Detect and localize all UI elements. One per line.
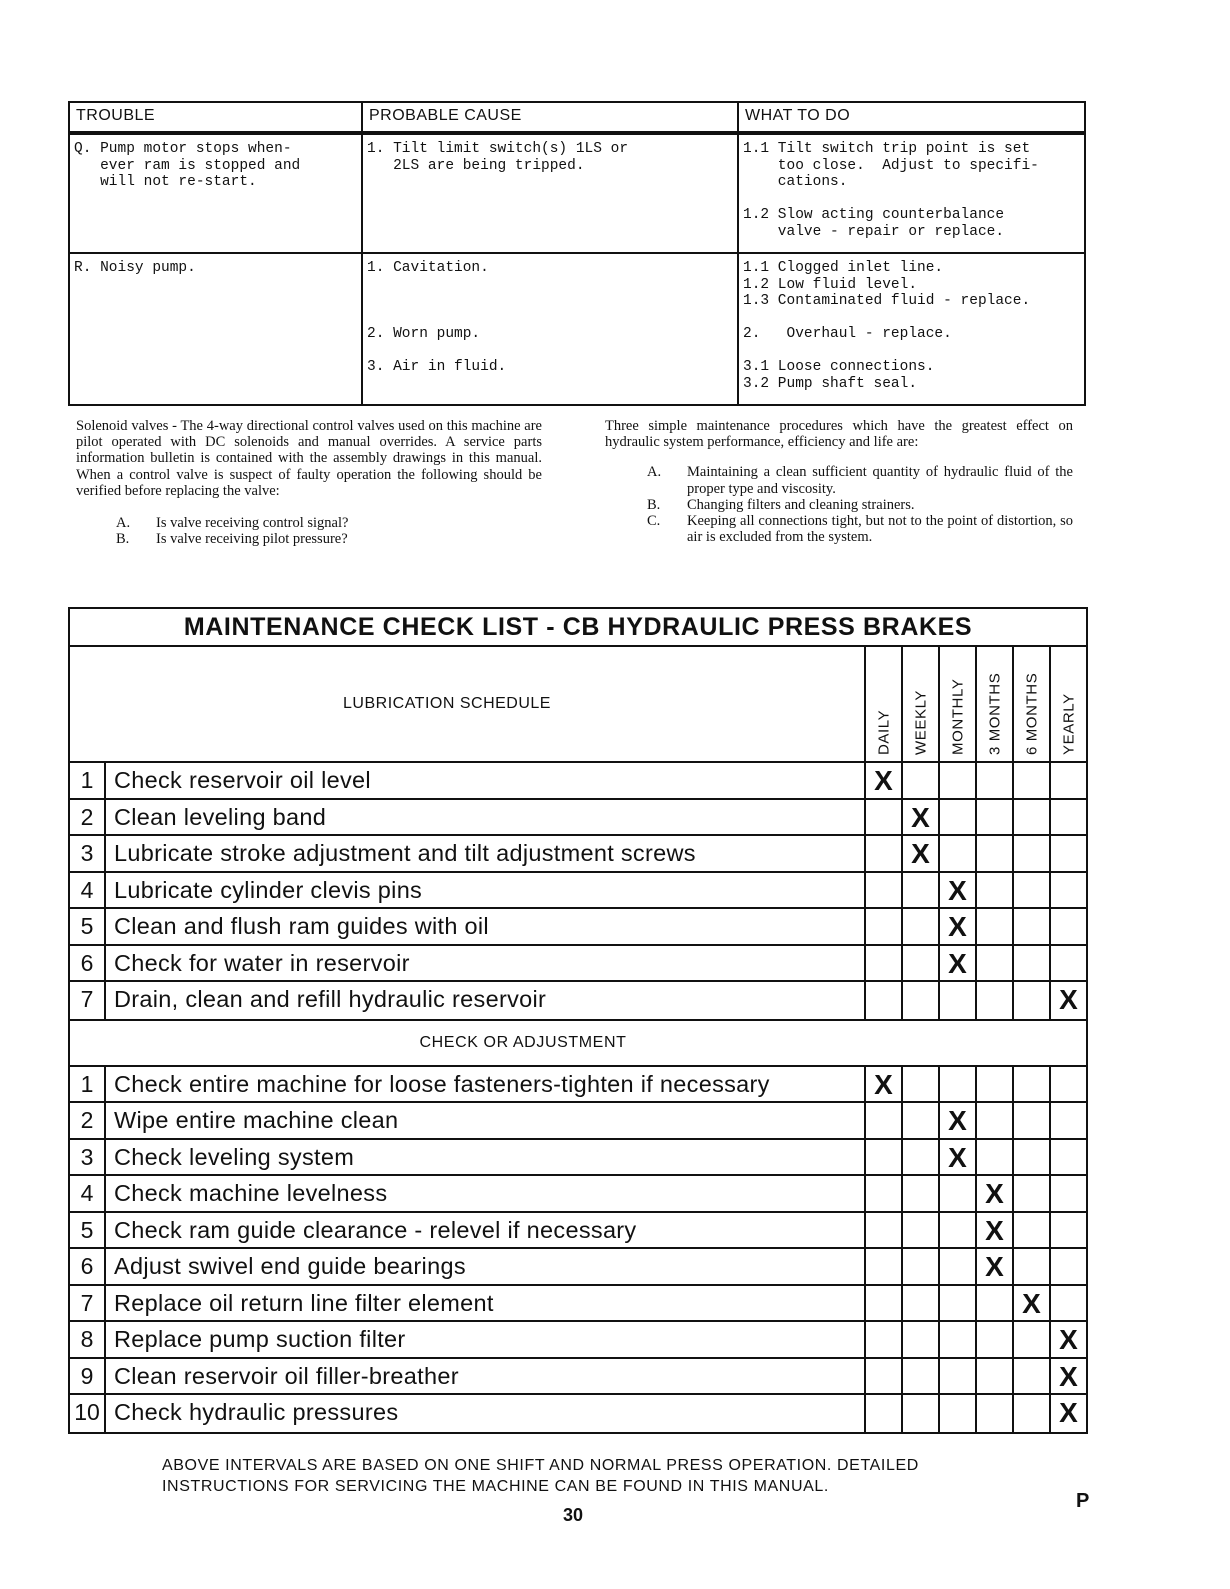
interval-cell xyxy=(864,1395,901,1432)
interval-cell xyxy=(975,1286,1012,1321)
footnote-line: INSTRUCTIONS FOR SERVICING THE MACHINE CAN BE FOUND IN THIS MANUAL. xyxy=(162,1478,829,1495)
interval-cell xyxy=(1012,800,1049,835)
task-description: Drain, clean and refill hydraulic reservoir xyxy=(114,986,547,1012)
interval-cell xyxy=(901,1286,938,1321)
checklist-title: MAINTENANCE CHECK LIST - CB HYDRAULIC PRESS BRAKES xyxy=(70,609,1086,647)
interval-cell xyxy=(864,1140,901,1175)
list-text: Is valve receiving pilot pressure? xyxy=(156,531,348,548)
checklist-row xyxy=(70,1176,1086,1213)
interval-cell xyxy=(1049,763,1086,798)
interval-cell xyxy=(1049,836,1086,871)
row-number: 2 xyxy=(70,800,106,835)
interval-cell xyxy=(1049,1140,1086,1175)
list-item xyxy=(605,513,1073,545)
interval-cell xyxy=(975,1395,1012,1432)
interval-cell xyxy=(938,1067,975,1102)
solenoid-paragraph: Solenoid valves - The 4-way directional control valves used on this machine are pilot operated with DC solenoids and manual overrides. A service parts information bulletin is contained with the assembly drawings in this manual. When a control valve is suspect of faulty operation the following should be verified before replacing the valve: xyxy=(76,418,542,499)
interval-header-weekly xyxy=(901,647,938,761)
interval-cell xyxy=(975,1359,1012,1394)
interval-mark: X xyxy=(938,1103,975,1138)
interval-cell xyxy=(901,1213,938,1248)
check-rows xyxy=(70,1067,1086,1432)
trouble-table xyxy=(68,101,1086,406)
remedy-cell: 1.1 Tilt switch trip point is set too close. Adjust to specifi- cations. 1.2 Slow acting counterbalance valve - repair or replace. xyxy=(743,141,1039,240)
interval-cell xyxy=(864,1176,901,1211)
interval-cell xyxy=(1012,1395,1049,1432)
interval-mark: X xyxy=(1049,1395,1086,1432)
interval-cell xyxy=(975,946,1012,981)
interval-cell xyxy=(1012,1103,1049,1138)
checklist-row xyxy=(70,763,1086,800)
interval-cell xyxy=(1012,982,1049,1019)
checklist-row xyxy=(70,1395,1086,1432)
interval-cell xyxy=(1012,1249,1049,1284)
interval-cell xyxy=(901,1103,938,1138)
header-probable-cause: PROBABLE CAUSE xyxy=(363,103,739,131)
task-description: Replace pump suction filter xyxy=(114,1326,406,1352)
interval-cell xyxy=(938,763,975,798)
task-description: Clean leveling band xyxy=(114,803,327,830)
checklist-header xyxy=(70,647,1086,763)
interval-cell xyxy=(864,1286,901,1321)
task-description: Check hydraulic pressures xyxy=(114,1399,399,1425)
interval-cell xyxy=(1012,1176,1049,1211)
row-number: 6 xyxy=(70,946,106,981)
interval-mark: X xyxy=(1049,1322,1086,1357)
interval-cell xyxy=(901,1322,938,1357)
task-description: Adjust swivel end guide bearings xyxy=(114,1253,466,1279)
interval-mark: X xyxy=(938,946,975,981)
interval-cell xyxy=(864,909,901,944)
interval-mark: X xyxy=(864,1067,901,1102)
interval-cell xyxy=(1012,1359,1049,1394)
lubrication-rows xyxy=(70,763,1086,1019)
interval-cell xyxy=(975,800,1012,835)
interval-cell xyxy=(938,1249,975,1284)
list-letter: C. xyxy=(647,513,661,530)
row-number: 1 xyxy=(70,763,106,798)
list-item xyxy=(76,515,542,531)
task-description: Clean reservoir oil filler-breather xyxy=(114,1362,459,1389)
interval-cell xyxy=(864,873,901,908)
interval-header-daily xyxy=(864,647,901,761)
interval-cell xyxy=(864,836,901,871)
trouble-table-header xyxy=(70,103,1084,135)
row-number: 4 xyxy=(70,1176,106,1211)
row-number: 9 xyxy=(70,1359,106,1394)
task-description: Check entire machine for loose fasteners-tighten if necessary xyxy=(114,1070,770,1097)
interval-mark: X xyxy=(901,836,938,871)
row-number: 5 xyxy=(70,909,106,944)
interval-cell xyxy=(938,1322,975,1357)
checklist-row xyxy=(70,873,1086,910)
header-what-to-do: WHAT TO DO xyxy=(745,107,851,124)
interval-header-3-months xyxy=(975,647,1012,761)
interval-cell xyxy=(864,982,901,1019)
header-trouble: TROUBLE xyxy=(70,103,363,131)
maintenance-section xyxy=(605,418,1073,545)
maintenance-checklist xyxy=(68,607,1088,1434)
interval-mark: X xyxy=(901,800,938,835)
interval-cell xyxy=(901,1395,938,1432)
interval-mark: X xyxy=(938,1140,975,1175)
interval-cell xyxy=(1049,1103,1086,1138)
interval-cell xyxy=(901,1359,938,1394)
interval-label: DAILY xyxy=(875,709,892,755)
corner-mark: P xyxy=(1076,1490,1090,1512)
interval-mark: X xyxy=(975,1213,1012,1248)
interval-cell xyxy=(864,800,901,835)
row-number: 4 xyxy=(70,873,106,908)
interval-mark: X xyxy=(1049,982,1086,1019)
interval-cell xyxy=(901,873,938,908)
trouble-row xyxy=(70,135,1084,254)
list-text: Keeping all connections tight, but not to the point of distortion, so air is excluded from the system. xyxy=(687,513,1073,546)
interval-cell xyxy=(901,763,938,798)
interval-cell xyxy=(1049,873,1086,908)
interval-cell xyxy=(1012,946,1049,981)
checklist-row xyxy=(70,1213,1086,1250)
interval-label: 6 MONTHS xyxy=(1023,672,1040,755)
interval-header-monthly xyxy=(938,647,975,761)
row-number: 3 xyxy=(70,1140,106,1175)
interval-cell xyxy=(938,1395,975,1432)
interval-cell xyxy=(1012,1140,1049,1175)
list-text: Changing filters and cleaning strainers. xyxy=(687,496,915,513)
interval-cell xyxy=(1049,909,1086,944)
trouble-cell: Q. Pump motor stops when- ever ram is stopped and will not re-start. xyxy=(70,135,363,252)
interval-cell xyxy=(864,946,901,981)
checklist-row xyxy=(70,836,1086,873)
trouble-cell: R. Noisy pump. xyxy=(70,254,363,404)
row-number: 6 xyxy=(70,1249,106,1284)
interval-cell xyxy=(1049,946,1086,981)
task-description: Check machine levelness xyxy=(114,1180,388,1206)
row-number: 1 xyxy=(70,1067,106,1102)
interval-cell xyxy=(938,982,975,1019)
interval-cell xyxy=(901,982,938,1019)
interval-cell xyxy=(975,763,1012,798)
interval-cell xyxy=(864,1249,901,1284)
interval-mark: X xyxy=(975,1249,1012,1284)
interval-cell xyxy=(901,946,938,981)
interval-cell xyxy=(938,836,975,871)
interval-cell xyxy=(1012,763,1049,798)
task-description: Check for water in reservoir xyxy=(114,949,410,976)
row-number: 8 xyxy=(70,1322,106,1357)
interval-cell xyxy=(938,1286,975,1321)
interval-cell xyxy=(901,1249,938,1284)
interval-cell xyxy=(864,1322,901,1357)
interval-cell xyxy=(975,909,1012,944)
row-number: 5 xyxy=(70,1213,106,1248)
interval-label: YEARLY xyxy=(1060,693,1077,755)
row-number: 7 xyxy=(70,982,106,1019)
trouble-row xyxy=(70,254,1084,404)
row-number: 7 xyxy=(70,1286,106,1321)
lubrication-schedule-label: LUBRICATION SCHEDULE xyxy=(343,695,551,712)
task-description: Check reservoir oil level xyxy=(114,767,371,793)
task-description: Lubricate cylinder clevis pins xyxy=(114,876,423,903)
interval-cell xyxy=(864,1213,901,1248)
task-description: Check ram guide clearance - relevel if necessary xyxy=(114,1216,637,1243)
maintenance-paragraph: Three simple maintenance procedures which have the greatest effect on hydraulic system performance, efficiency and life are: xyxy=(605,418,1073,451)
interval-header-yearly xyxy=(1049,647,1086,761)
interval-cell xyxy=(1012,1067,1049,1102)
list-letter: A. xyxy=(647,464,662,481)
row-number: 10 xyxy=(70,1395,106,1432)
interval-cell xyxy=(1012,873,1049,908)
footnote xyxy=(162,1455,919,1497)
task-description: Replace oil return line filter element xyxy=(114,1289,494,1316)
interval-mark: X xyxy=(938,873,975,908)
checklist-row xyxy=(70,1286,1086,1323)
list-text: Maintaining a clean sufficient quantity of hydraulic fluid of the proper type and viscosity. xyxy=(687,464,1073,497)
list-text: Is valve receiving control signal? xyxy=(156,515,349,532)
interval-cell xyxy=(975,873,1012,908)
interval-cell xyxy=(975,1103,1012,1138)
checklist-row xyxy=(70,1103,1086,1140)
row-number: 2 xyxy=(70,1103,106,1138)
footnote-line: ABOVE INTERVALS ARE BASED ON ONE SHIFT AND NORMAL PRESS OPERATION. DETAILED xyxy=(162,1457,919,1474)
checklist-row xyxy=(70,1067,1086,1104)
checklist-row xyxy=(70,1359,1086,1396)
interval-label: 3 MONTHS xyxy=(986,672,1003,755)
check-adjustment-label: CHECK OR ADJUSTMENT xyxy=(70,1019,1086,1067)
checklist-row xyxy=(70,1322,1086,1359)
interval-cell xyxy=(1049,800,1086,835)
interval-cell xyxy=(975,1067,1012,1102)
interval-cell xyxy=(1012,836,1049,871)
interval-cell xyxy=(1012,1213,1049,1248)
checklist-row xyxy=(70,909,1086,946)
checklist-row xyxy=(70,1140,1086,1177)
interval-cell xyxy=(938,1213,975,1248)
interval-cell xyxy=(975,836,1012,871)
checklist-row xyxy=(70,946,1086,983)
cause-cell: 1. Tilt limit switch(s) 1LS or 2LS are being tripped. xyxy=(363,135,739,252)
interval-cell xyxy=(938,1359,975,1394)
interval-cell xyxy=(901,1176,938,1211)
interval-cell xyxy=(864,1103,901,1138)
interval-cell xyxy=(1012,1322,1049,1357)
remedy-cell: 1.1 Clogged inlet line. 1.2 Low fluid level. 1.3 Contaminated fluid - replace. 2. Overhaul - replace. 3.1 Loose connections. 3.2 Pump shaft seal. xyxy=(743,260,1031,392)
interval-label: WEEKLY xyxy=(912,689,929,755)
interval-cell xyxy=(938,800,975,835)
interval-cell xyxy=(901,1067,938,1102)
list-letter: B. xyxy=(116,531,130,548)
interval-cell xyxy=(938,1176,975,1211)
row-number: 3 xyxy=(70,836,106,871)
interval-cell xyxy=(1049,1176,1086,1211)
interval-header-6-months xyxy=(1012,647,1049,761)
interval-cell xyxy=(1049,1286,1086,1321)
checklist-row xyxy=(70,800,1086,837)
cause-cell: 1. Cavitation. 2. Worn pump. 3. Air in fluid. xyxy=(363,254,739,404)
list-item xyxy=(76,531,542,547)
interval-mark: X xyxy=(975,1176,1012,1211)
list-letter: B. xyxy=(647,496,661,513)
list-letter: A. xyxy=(116,515,131,532)
interval-cell xyxy=(975,1322,1012,1357)
task-description: Check leveling system xyxy=(114,1143,355,1170)
interval-cell xyxy=(975,1140,1012,1175)
interval-cell xyxy=(975,982,1012,1019)
list-item xyxy=(605,464,1073,496)
solenoid-section xyxy=(76,418,542,547)
checklist-row xyxy=(70,982,1086,1019)
task-description: Wipe entire machine clean xyxy=(114,1107,399,1133)
interval-cell xyxy=(1049,1249,1086,1284)
checklist-row xyxy=(70,1249,1086,1286)
interval-cell xyxy=(1012,909,1049,944)
interval-label: MONTHLY xyxy=(949,678,966,755)
list-item xyxy=(605,497,1073,513)
interval-mark: X xyxy=(938,909,975,944)
interval-mark: X xyxy=(1012,1286,1049,1321)
interval-cell xyxy=(1049,1213,1086,1248)
page-number: 30 xyxy=(563,1505,584,1525)
interval-cell xyxy=(901,909,938,944)
interval-cell xyxy=(864,1359,901,1394)
interval-mark: X xyxy=(1049,1359,1086,1394)
interval-mark: X xyxy=(864,763,901,798)
interval-cell xyxy=(1049,1067,1086,1102)
interval-cell xyxy=(901,1140,938,1175)
task-description: Clean and flush ram guides with oil xyxy=(114,913,489,939)
task-description: Lubricate stroke adjustment and tilt adjustment screws xyxy=(114,840,696,866)
